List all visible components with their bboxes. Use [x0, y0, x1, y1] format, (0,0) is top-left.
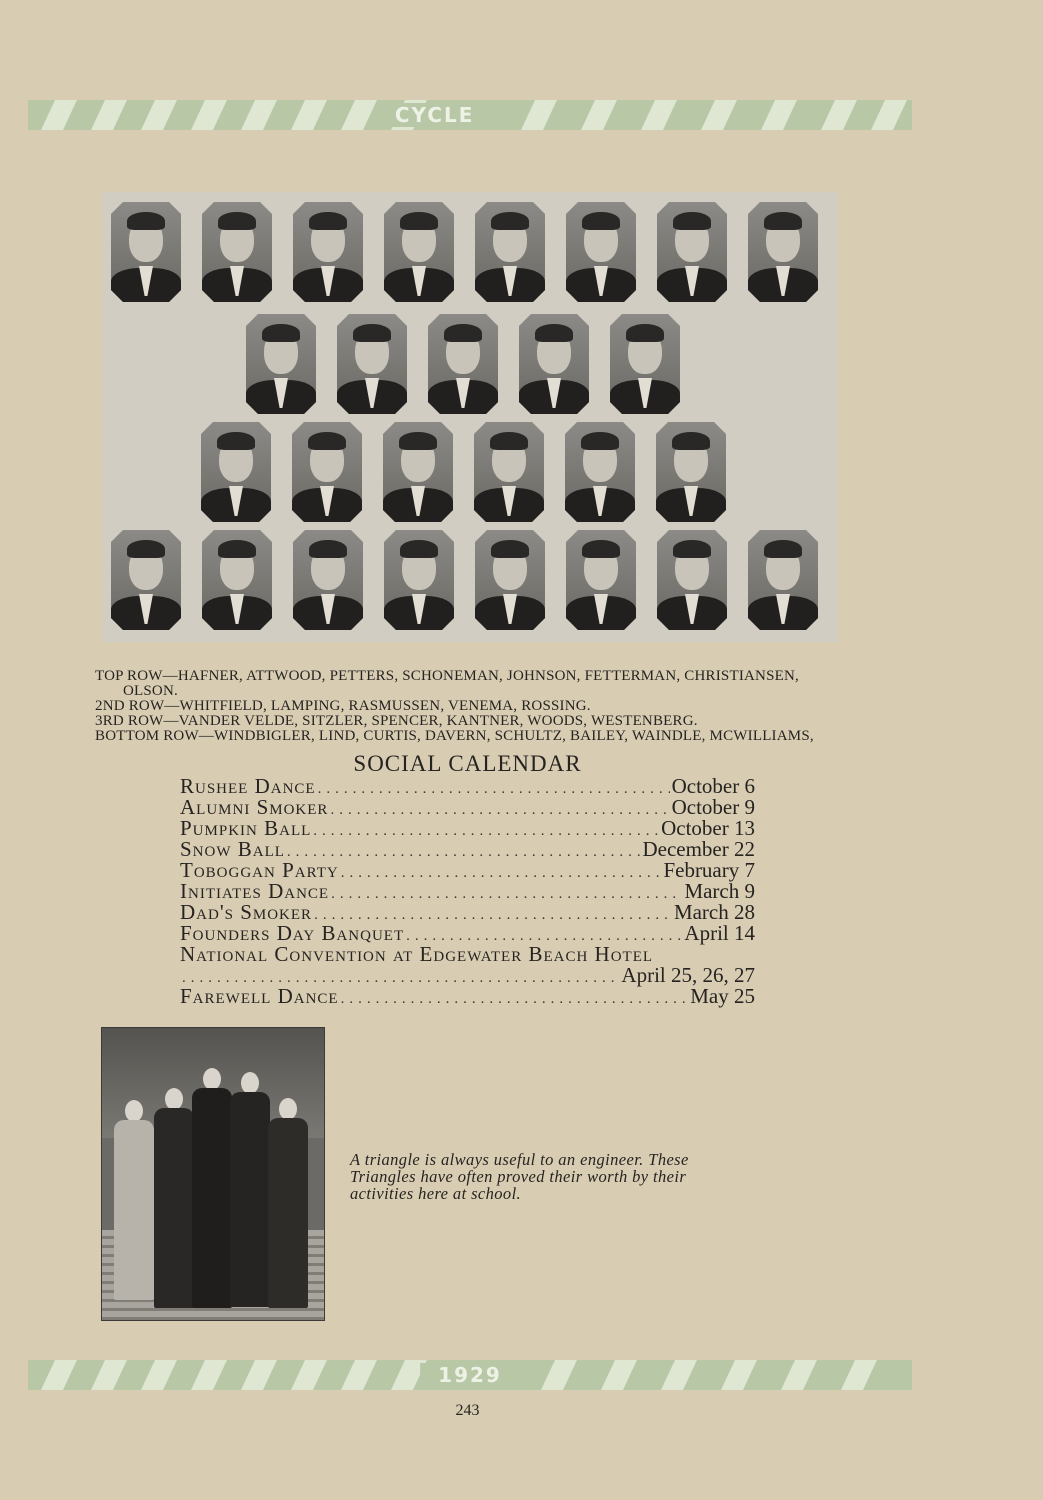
member-portrait: [202, 530, 272, 630]
calendar-entry: [180, 796, 755, 818]
calendar-date: February 7: [663, 858, 755, 882]
header-band: [28, 100, 912, 130]
calendar-event: Founders Day Banquet: [180, 921, 405, 945]
calendar-entry: [180, 985, 755, 1007]
calendar-entry: [180, 943, 755, 965]
calendar-date: October 6: [671, 774, 755, 798]
member-portrait: [657, 202, 727, 302]
member-portrait: [475, 202, 545, 302]
calendar-event: Pumpkin Ball: [180, 816, 312, 840]
calendar-entry: [180, 775, 755, 797]
member-portrait: [337, 314, 407, 414]
member-portrait: [657, 530, 727, 630]
member-portrait: [292, 422, 362, 522]
caption-bottom-row: BOTTOM ROW—WINDBIGLER, LIND, CURTIS, DAVERN, SCHULTZ, BAILEY, WAINDLE, MCWILLIAMS,: [95, 728, 814, 744]
calendar-date: April 14: [684, 921, 755, 945]
calendar-entry: [180, 922, 755, 944]
member-portrait: [111, 530, 181, 630]
calendar-event: Alumni Smoker: [180, 795, 329, 819]
social-calendar-title: SOCIAL CALENDAR: [353, 751, 582, 776]
calendar-entry: [180, 964, 755, 986]
portrait-composite: [103, 192, 838, 642]
member-portrait: [111, 202, 181, 302]
member-portrait: [384, 202, 454, 302]
calendar-date: March 28: [673, 900, 755, 924]
calendar-date: April 25, 26, 27: [621, 963, 755, 987]
member-portrait: [519, 314, 589, 414]
calendar-event: Toboggan Party: [180, 858, 339, 882]
group-photo: [101, 1027, 325, 1321]
calendar-entry: [180, 880, 755, 902]
caption-top-row: TOP ROW—HAFNER, ATTWOOD, PETTERS, SCHONEMAN, JOHNSON, FETTERMAN, CHRISTIANSEN,: [95, 668, 799, 684]
member-portrait: [748, 530, 818, 630]
member-portrait: [748, 202, 818, 302]
calendar-date: October 13: [661, 816, 755, 840]
footer-band-label: 1929: [420, 1363, 520, 1387]
calendar-date: October 9: [671, 795, 755, 819]
member-portrait: [293, 202, 363, 302]
member-portrait: [246, 314, 316, 414]
caption-row-3: 3RD ROW—VANDER VELDE, SITZLER, SPENCER, KANTNER, WOODS, WESTENBERG.: [95, 713, 698, 729]
leader-dots: [341, 988, 689, 1010]
member-portrait: [475, 530, 545, 630]
member-portrait: [384, 530, 454, 630]
calendar-event: Dad's Smoker: [180, 900, 313, 924]
member-portrait: [656, 422, 726, 522]
member-portrait: [428, 314, 498, 414]
member-portrait: [565, 422, 635, 522]
calendar-event: National Convention at Edgewater Beach Hotel: [180, 942, 654, 966]
caption-row-2: 2ND ROW—WHITFIELD, LAMPING, RASMUSSEN, VENEMA, ROSSING.: [95, 698, 591, 714]
calendar-entry: [180, 901, 755, 923]
member-portrait: [293, 530, 363, 630]
footer-band: [28, 1360, 912, 1390]
member-portrait: [202, 202, 272, 302]
calendar-event: Farewell Dance: [180, 984, 339, 1008]
header-band-label: CYCLE: [377, 103, 493, 127]
calendar-entry: [180, 838, 755, 860]
member-portrait: [566, 202, 636, 302]
member-portrait: [610, 314, 680, 414]
calendar-event: Initiates Dance: [180, 879, 330, 903]
calendar-event: Rushee Dance: [180, 774, 316, 798]
photo-caption-quote: A triangle is always useful to an engineer. These Triangles have often proved their worth by their activities here at school.: [350, 1150, 689, 1203]
page-number: 243: [455, 1402, 480, 1419]
calendar-date: May 25: [690, 984, 755, 1008]
member-portrait: [566, 530, 636, 630]
calendar-entry: [180, 817, 755, 839]
member-portrait: [383, 422, 453, 522]
member-portrait: [474, 422, 544, 522]
calendar-entry: [180, 859, 755, 881]
caption-top-row-continued: OLSON.: [123, 683, 178, 699]
member-portrait: [201, 422, 271, 522]
calendar-date: March 9: [684, 879, 755, 903]
calendar-date: December 22: [642, 837, 755, 861]
calendar-event: Snow Ball: [180, 837, 285, 861]
